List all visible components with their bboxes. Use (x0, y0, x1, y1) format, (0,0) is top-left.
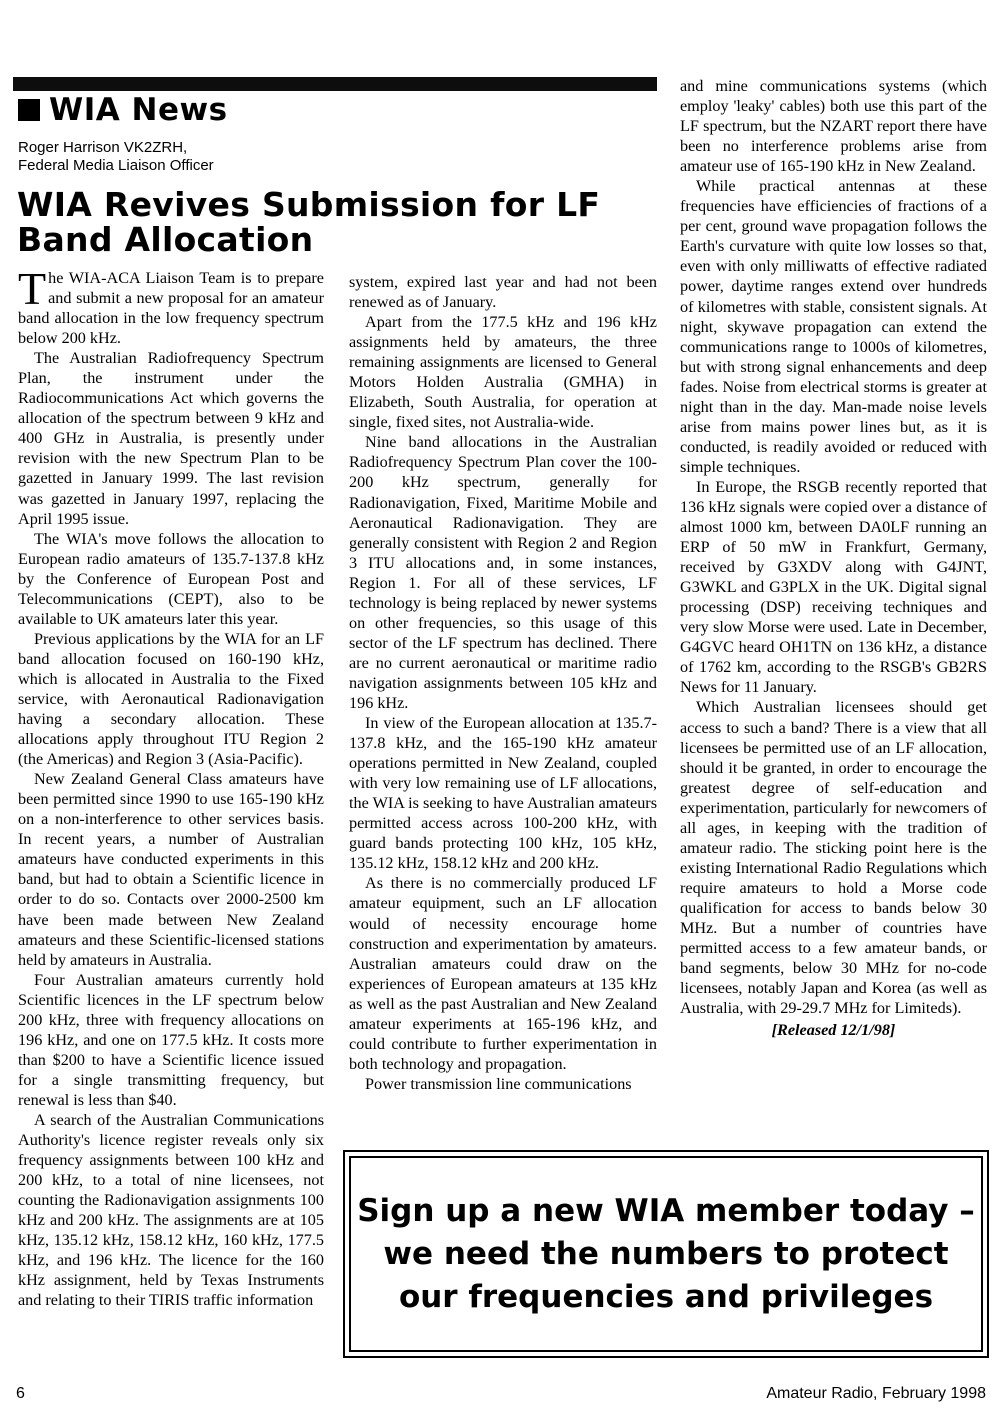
promo-box (343, 1150, 989, 1358)
byline-author: Roger Harrison VK2ZRH, (18, 139, 188, 156)
article-paragraph: system, expired last year and had not been renewed as of January. (349, 273, 657, 312)
article-column-3 (680, 76, 987, 1040)
article-paragraph: In Europe, the RSGB recently reported that 136 kHz signals were copied over a distance of almost 1000 km, between DA0LF running an ERP of 50 mW in Frankfurt, Germany, received by G3XDV along with G4JNT, G3WKL and G3PLX in the UK. Digital signal processing (DSP) receiving techniques and very slow Morse were used. Late in December, G4GVC heard OH1TN on 136 kHz, a distance of 1762 km, according to the RSGB's GB2RS News for 11 January. (680, 477, 987, 697)
article-column-2 (349, 272, 657, 1094)
article-paragraph: Power transmission line communications (365, 1074, 632, 1093)
article-paragraph: The WIA-ACA Liaison Team is to prepare and submit a new proposal for an amateur band allocation in the low frequency spectrum below 200 kHz. (18, 263, 324, 348)
article-paragraph: The Australian Radiofrequency Spectrum Plan, the instrument under the Radiocommunications Act which governs the allocation of the spectrum between 9 kHz and 400 GHz in Australia, is presently under revision with the new Spectrum Plan to be gazetted in January 1999. The last revision was gazetted in January 1997, replacing the April 1995 issue. (18, 349, 324, 528)
drop-cap: T (18, 263, 47, 314)
article-paragraph: A search of the Australian Communications Authority's licence register reveals only six frequency assignments between 100 kHz and 200 kHz, to a total of nine licensees, not counting the Radionavigation assignments 100 kHz and 200 kHz. The assignments are at 105 kHz, 135.12 kHz, 158.12 kHz, 160 kHz, 177.5 kHz, and 196 kHz. The licence for the 160 kHz assignment, held by Texas Instruments and relating to their TIRIS traffic information (18, 1110, 324, 1310)
byline-role: Federal Media Liaison Officer (18, 157, 214, 174)
byline (18, 139, 214, 175)
article-paragraph: and mine communications systems (which employ 'leaky' cables) both use this part of the LF spectrum, but the NZART report there have been no interference problems arise from amateur use of 165-190 kHz in New Zealand. (680, 77, 987, 176)
section-title (18, 92, 228, 128)
article-headline: WIA Revives Submission for LF Band Allocation (17, 185, 601, 259)
article-paragraph: Four Australian amateurs currently hold Scientific licences in the LF spectrum below 200 kHz, three with frequency allocations on 196 kHz, and one on 177.5 kHz. It costs more than $200 to have a Scientific licence issued for a single transmitting frequency, but renewal is less than $40. (18, 970, 324, 1109)
page-number: 6 (16, 1385, 25, 1402)
article-paragraph: Apart from the 177.5 kHz and 196 kHz assignments held by amateurs, the three remaining assignments are licensed to General Motors Holden Australia (GMHA) in Elizabeth, South Australia, for operation at single, fixed sites, not Australia-wide. (349, 313, 657, 432)
article-paragraph: The WIA's move follows the allocation to European radio amateurs of 135.7-137.8 kHz by the Conference of European Post and Telecommunications (CEPT), also to be available to UK amateurs later this year. (18, 529, 324, 628)
article-paragraph: Previous applications by the WIA for an LF band allocation focused on 160-190 kHz, which is allocated in Australia to the Fixed service, with Aeronautical Radionavigation having a secondary allocation. These allocations apply throughout ITU Region 2 (the Americas) and Region 3 (Asia-Pacific). (18, 629, 324, 769)
section-square-icon (18, 99, 40, 121)
section-title-text: WIA News (49, 92, 228, 128)
section-rule (13, 77, 657, 91)
article-paragraph: New Zealand General Class amateurs have been permitted since 1990 to use 165-190 kHz on a non-interference to other services basis. In recent years, a number of Australian amateurs have conducted experiments in this band, but had to obtain a Scientific licence in order to do so. Contacts over 2000-2500 km have been made between New Zealand amateurs and these Scientific-licensed stations held by amateurs in Australia. (18, 770, 324, 969)
promo-text: Sign up a new WIA member today – we need the numbers to protect our frequencies and privileges (357, 1192, 975, 1315)
article-paragraph: Which Australian licensees should get access to such a band? There is a view that all licensees be permitted use of an LF allocation, should it be granted, in order to encourage the greatest degree of self-education and experimentation, particularly for newcomers of all ages, in keeping with the tradition of amateur radio. The sticking point here is the existing International Radio Regulations which require amateurs to hold a Morse code qualification for access to bands below 30 MHz. But a number of countries have permitted access to a few amateur bands, or band segments, below 30 MHz for no-code licensees, notably Japan and Korea (as well as Australia, with 29-29.7 MHz for Limiteds). (680, 698, 987, 1018)
article-column-1 (18, 263, 324, 1310)
article-paragraph: In view of the European allocation at 135.7-137.8 kHz, and the 165-190 kHz amateur operations permitted in New Zealand, coupled with very low remaining use of LF allocations, the WIA is seeking to have Australian amateurs permitted access across 100-200 kHz, with guard bands protecting 100 kHz, 105 kHz, 135.12 kHz, 158.12 kHz and 200 kHz. (349, 714, 657, 873)
article-paragraph: While practical antennas at these frequencies have efficiencies of fractions of a per cent, ground wave propagation follows the Earth's curvature with quite low losses so that, even with only milliwatts of effective radiated power, daytime ranges extend over hundreds of kilometres with stable, consistent signals. At night, skywave propagation can extend the communications range to 1000s of kilometres, but with strong signal enhancements and deep fades. Noise from electrical storms is greater at night than in the day. Man-made noise levels arise from mains power lines but, as it is conducted, is readily avoided or reduced with simple techniques. (680, 177, 987, 476)
article-paragraph: Nine band allocations in the Australian Radiofrequency Spectrum Plan cover the 100-200 kHz spectrum, generally for Radionavigation, Fixed, Maritime Mobile and Aeronautical Radionavigation. They are generally consistent with Region 2 and Region 3 ITU allocations and, in some instances, Region 1. For all of these services, LF technology is being replaced by newer systems on other frequencies, so this usage of this sector of the LF spectrum has declined. There are no current aeronautical or maritime radio navigation assignments between 105 kHz and 196 kHz. (349, 433, 657, 712)
publication-footer: Amateur Radio, February 1998 (766, 1385, 986, 1402)
release-note: [Released 12/1/98] (771, 1021, 896, 1040)
promo-inner-border (349, 1156, 983, 1352)
article-paragraph: As there is no commercially produced LF amateur equipment, such an LF allocation would of necessity encourage home construction and experimentation by amateurs. Australian amateurs could draw on the experiences of European amateurs at 135 kHz as well as the past Australian and New Zealand amateur experiments at 165-196 kHz, and could contribute to further experimentation in both technology and propagation. (349, 874, 657, 1073)
